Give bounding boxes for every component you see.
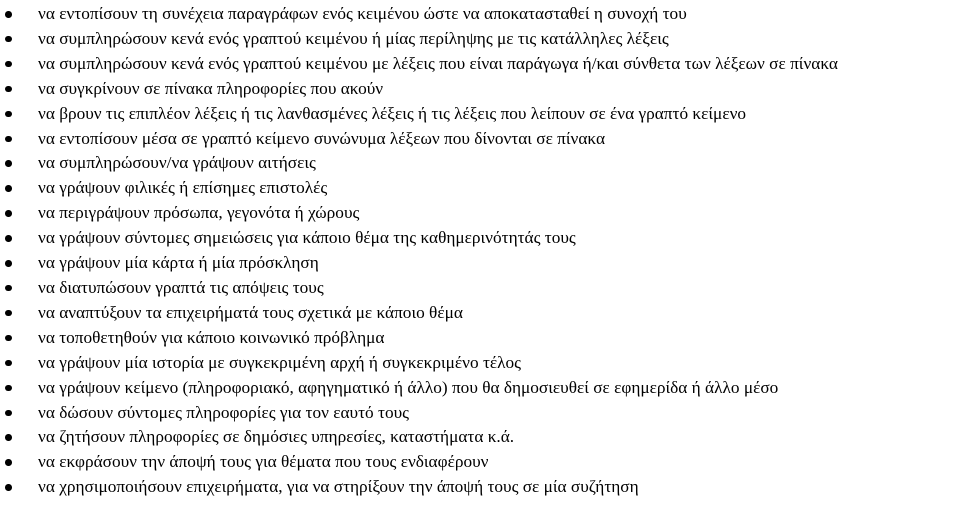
list-item: να συμπληρώσουν/να γράψουν αιτήσεις (0, 151, 960, 176)
list-item: να γράψουν κείμενο (πληροφοριακό, αφηγηματικό ή άλλο) που θα δημοσιευθεί σε εφημερίδα ή άλλο μέσο (0, 376, 960, 401)
list-item: να γράψουν μία κάρτα ή μία πρόσκληση (0, 251, 960, 276)
list-item: να ζητήσουν πληροφορίες σε δημόσιες υπηρεσίες, καταστήματα κ.ά. (0, 425, 960, 450)
list-item: να περιγράψουν πρόσωπα, γεγονότα ή χώρους (0, 201, 960, 226)
list-item: να συμπληρώσουν κενά ενός γραπτού κειμένου με λέξεις που είναι παράγωγα ή/και σύνθετα των λέξεων σε πίνακα (0, 52, 960, 77)
list-item: να γράψουν φιλικές ή επίσημες επιστολές (0, 176, 960, 201)
list-item: να εκφράσουν την άποψή τους για θέματα που τους ενδιαφέρουν (0, 450, 960, 475)
list-item: να τοποθετηθούν για κάποιο κοινωνικό πρόβλημα (0, 326, 960, 351)
list-item: να δώσουν σύντομες πληροφορίες για τον εαυτό τους (0, 401, 960, 426)
list-item: να χρησιμοποιήσουν επιχειρήματα, για να στηρίξουν την άποψή τους σε μία συζήτηση (0, 475, 960, 500)
bullet-list (0, 2, 960, 500)
list-item: να εντοπίσουν τη συνέχεια παραγράφων ενός κειμένου ώστε να αποκατασταθεί η συνοχή του (0, 2, 960, 27)
list-item: να γράψουν μία ιστορία με συγκεκριμένη αρχή ή συγκεκριμένο τέλος (0, 351, 960, 376)
list-item: να εντοπίσουν μέσα σε γραπτό κείμενο συνώνυμα λέξεων που δίνονται σε πίνακα (0, 127, 960, 152)
list-item: να διατυπώσουν γραπτά τις απόψεις τους (0, 276, 960, 301)
list-item: να αναπτύξουν τα επιχειρήματά τους σχετικά με κάποιο θέμα (0, 301, 960, 326)
list-item: να συγκρίνουν σε πίνακα πληροφορίες που ακούν (0, 77, 960, 102)
list-item: να συμπληρώσουν κενά ενός γραπτού κειμένου ή μίας περίληψης με τις κατάλληλες λέξεις (0, 27, 960, 52)
list-item: να βρουν τις επιπλέον λέξεις ή τις λανθασμένες λέξεις ή τις λέξεις που λείπουν σε ένα γραπτό κείμενο (0, 102, 960, 127)
list-item: να γράψουν σύντομες σημειώσεις για κάποιο θέμα της καθημερινότητάς τους (0, 226, 960, 251)
